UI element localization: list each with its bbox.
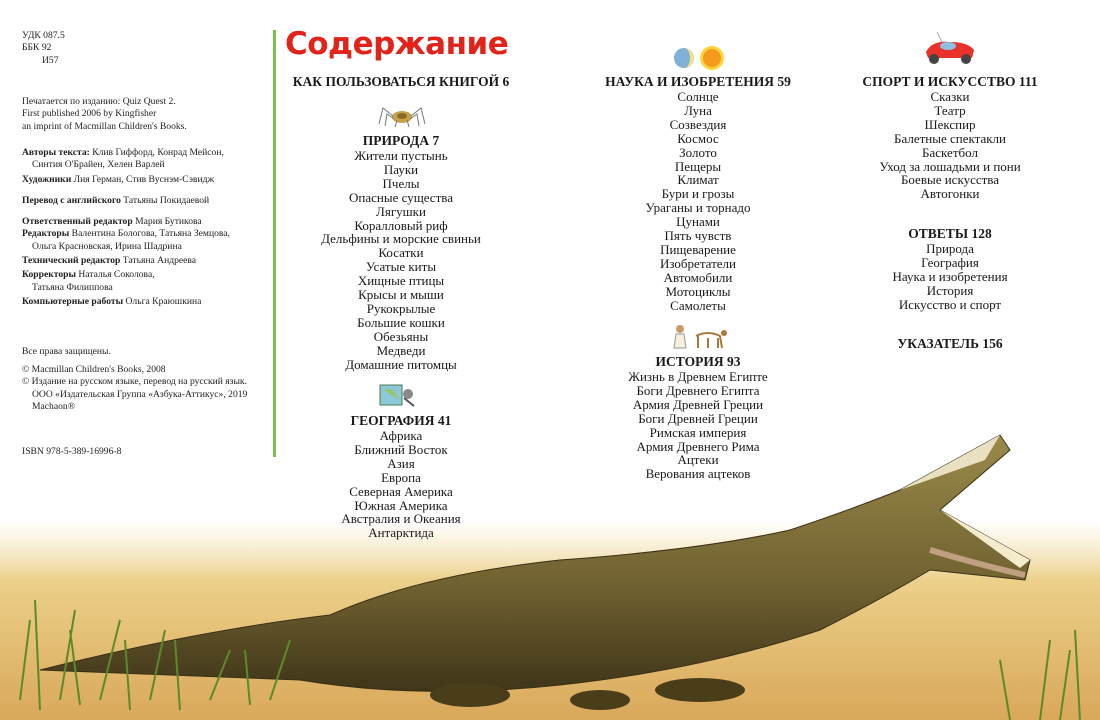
toc-item[interactable]: Верования ацтеков: [645, 466, 751, 482]
toc-item[interactable]: Природа: [926, 241, 974, 256]
udk: УДК 087.5: [22, 30, 65, 41]
toc-item[interactable]: Балетные спектакли: [893, 130, 1006, 146]
toc-item[interactable]: Сказки: [930, 89, 970, 104]
toc-item[interactable]: Косатки: [378, 245, 424, 261]
toc-heading[interactable]: ИСТОРИЯ 93: [655, 354, 741, 369]
credit-proofreaders: Корректоры Наталья Соколова,: [22, 269, 155, 281]
copyright-line: © Издание на русском языке, перевод на русский язык.: [22, 376, 247, 388]
toc-item[interactable]: Коралловый риф: [354, 217, 448, 233]
source-line: Печатается по изданию: Quiz Quest 2.: [22, 96, 176, 107]
toc-item[interactable]: Боги Древней Греции: [638, 410, 758, 426]
toc-item[interactable]: Усатые киты: [365, 259, 437, 275]
source-note: [22, 96, 272, 133]
toc-how-to[interactable]: [285, 74, 517, 90]
moon-sun-icon: [670, 45, 730, 71]
toc-item[interactable]: Домашние питомцы: [345, 356, 457, 372]
egyptian-icon: [668, 322, 730, 350]
toc-item[interactable]: Обезьяны: [373, 328, 429, 344]
credit-authors: Авторы текста: Клив Гиффорд, Конрад Мейсон,: [22, 147, 224, 158]
copyright-line: © Macmillan Children's Books, 2008: [22, 364, 166, 375]
divider-rule: [273, 30, 276, 457]
toc-nature: [290, 133, 512, 372]
toc-item[interactable]: Северная Америка: [349, 483, 453, 499]
toc-item[interactable]: Климат: [677, 172, 719, 188]
toc-index[interactable]: [845, 336, 1055, 352]
toc-item[interactable]: Пять чувств: [664, 228, 732, 244]
credits: [22, 147, 272, 308]
toc-item[interactable]: Крысы и мыши: [358, 287, 444, 303]
toc-item[interactable]: Пауки: [383, 161, 419, 177]
toc-item[interactable]: Пищеварение: [660, 241, 736, 257]
toc-item[interactable]: География: [921, 254, 979, 270]
toc-item[interactable]: Жизнь в Древнем Египте: [628, 369, 768, 384]
spider-icon: [375, 104, 430, 128]
toc-heading: УКАЗАТЕЛЬ 156: [897, 336, 1003, 351]
toc-item[interactable]: Рукокрылые: [366, 300, 436, 316]
toc-item[interactable]: Луна: [684, 102, 712, 118]
toc-item[interactable]: Армия Древней Греции: [632, 396, 764, 412]
toc-geography: [290, 413, 512, 540]
toc-item[interactable]: Африка: [379, 428, 423, 443]
toc-item[interactable]: Пчелы: [382, 175, 420, 191]
credit-cont: Синтия О'Брайен, Хелен Варлей: [32, 159, 165, 171]
toc-heading[interactable]: НАУКА И ИЗОБРЕТЕНИЯ 59: [605, 74, 791, 89]
toc-heading[interactable]: СПОРТ И ИСКУССТВО 111: [862, 74, 1038, 89]
toc-item[interactable]: Самолеты: [670, 297, 726, 313]
toc-item[interactable]: Солнце: [677, 89, 719, 104]
toc-item[interactable]: Европа: [381, 469, 421, 485]
toc-item[interactable]: Золото: [679, 144, 717, 160]
toc-item[interactable]: Дельфины и морские свиньи: [321, 231, 481, 247]
map-icon: [378, 382, 418, 408]
isbn: ISBN 978-5-389-16996-8: [22, 446, 122, 457]
toc-item[interactable]: Бури и грозы: [661, 186, 735, 202]
toc-item[interactable]: Армия Древнего Рима: [636, 438, 760, 454]
credit-cont: Татьяна Филиппова: [32, 281, 113, 293]
credit-editors: Редакторы Валентина Бологова, Татьяна Земцова,: [22, 228, 230, 240]
toc-item[interactable]: Наука и изобретения: [892, 268, 1008, 284]
toc-heading[interactable]: ОТВЕТЫ 128: [908, 226, 992, 241]
toc-item[interactable]: Уход за лошадьми и пони: [879, 158, 1021, 174]
page-title: Содержание: [285, 26, 509, 62]
credit-tech-editor: Технический редактор Татьяна Андреева: [22, 255, 197, 267]
toc-item[interactable]: Опасные существа: [349, 189, 453, 205]
toc-item[interactable]: Южная Америка: [354, 497, 448, 513]
toc-item[interactable]: Азия: [387, 455, 415, 471]
credit-layout: Компьютерные работы Ольга Краюшкина: [22, 295, 202, 307]
toc-sport: [845, 74, 1055, 201]
credit-artists: Художники Лия Герман, Стив Вуснэм-Сэвидж: [22, 173, 215, 185]
toc-item[interactable]: Ближний Восток: [354, 441, 448, 457]
copyright-line: Machaon®: [32, 400, 75, 412]
copyright: [22, 364, 272, 413]
toc-item[interactable]: Цунами: [676, 214, 720, 230]
toc-history: [588, 354, 808, 481]
toc-item[interactable]: История: [926, 282, 974, 298]
toc-item[interactable]: Баскетбол: [922, 144, 978, 160]
toc-item[interactable]: Автомобили: [663, 269, 733, 285]
toc-item[interactable]: Мотоциклы: [665, 283, 731, 299]
toc-item[interactable]: Ураганы и торнадо: [645, 200, 751, 216]
credit-chief-editor: Ответственный редактор Мария Бутикова: [22, 216, 202, 228]
toc-item[interactable]: Боги Древнего Египта: [636, 382, 760, 398]
copyright-line: ООО «Издательская Группа «Азбука-Аттикус», 2019: [32, 388, 248, 400]
race-car-icon: [922, 30, 978, 66]
author-code: И57: [42, 54, 59, 66]
source-line: First published 2006 by Kingfisher: [22, 108, 157, 120]
toc-item[interactable]: Антарктида: [368, 525, 434, 541]
toc-item[interactable]: Медведи: [376, 342, 426, 358]
toc-item[interactable]: Австралия и Океания: [341, 511, 461, 527]
credit-translation: Перевод с английского Татьяны Покидаевой: [22, 194, 210, 206]
toc-item[interactable]: Космос: [677, 130, 719, 146]
toc-item[interactable]: Лягушки: [376, 203, 426, 219]
bbk: ББК 92: [22, 42, 52, 54]
toc-heading[interactable]: ПРИРОДА 7: [362, 133, 440, 148]
toc-answers: [845, 226, 1055, 312]
toc-item[interactable]: Созвездия: [669, 116, 727, 132]
toc-item[interactable]: Автогонки: [920, 186, 980, 202]
toc-item[interactable]: Ацтеки: [677, 452, 719, 468]
toc-item[interactable]: Хищные птицы: [357, 273, 445, 289]
toc-heading[interactable]: ГЕОГРАФИЯ 41: [350, 413, 452, 428]
credit-cont: Ольга Красновская, Ирина Шадрина: [32, 240, 182, 252]
toc-item[interactable]: Жители пустынь: [354, 148, 448, 163]
rights: Все права защищены.: [22, 346, 111, 357]
toc-item[interactable]: Пещеры: [674, 158, 722, 174]
toc-item[interactable]: Большие кошки: [357, 314, 445, 330]
imprint-codes: [22, 30, 272, 67]
toc-item[interactable]: Шекспир: [924, 116, 976, 132]
toc-item[interactable]: Изобретатели: [659, 255, 736, 271]
source-line: an imprint of Macmillan Children's Books.: [22, 120, 187, 132]
toc-science: [588, 74, 808, 313]
toc-item[interactable]: Искусство и спорт: [898, 296, 1002, 312]
toc-item[interactable]: Театр: [934, 102, 966, 118]
toc-item[interactable]: Римская империя: [649, 424, 747, 440]
toc-item[interactable]: Боевые искусства: [900, 172, 1000, 188]
toc-heading: КАК ПОЛЬЗОВАТЬСЯ КНИГОЙ 6: [292, 74, 510, 89]
